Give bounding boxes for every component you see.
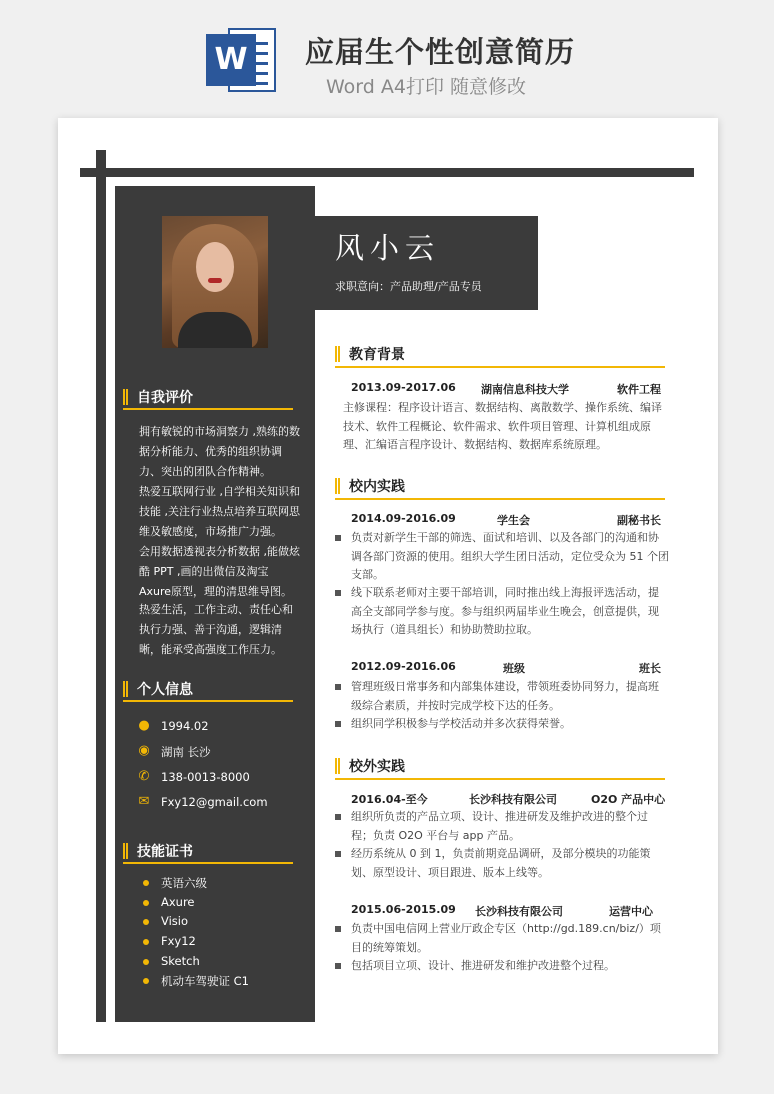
education-courses: 主修课程：程序设计语言、数据结构、离散数学、操作系统、编译技术、软件工程概论、软件需求、软件项目管理、计算机组成原理、汇编语言程序设计、数据结构、数据库系统原理。 (343, 401, 662, 451)
self-eval-paragraph: 热爱生活，工作主动、责任心和执行力强、善于沟通，逻辑清晰，能承受高强度工作压力。 (139, 603, 293, 656)
self-eval-paragraph: 会用数据透视表分析数据 ,能做炫酷 PPT ,画的出微信及淘宝 Axure原型，理的清思维导图。 (139, 545, 300, 598)
phone-icon: ✆ (138, 769, 150, 784)
sidebar: 自我评价 拥有敏锐的市场洞察力 ,熟练的数据分析能力、优秀的组织协调力、突出的团队合作精神。 热爱互联网行业 ,自学相关知识和技能 ,关注行业热点培养互联网思维及敏感度，市场推广力强。 会用数据透视表分析数据 ,能做炫酷 PPT ,画的出微信及淘宝 Axure原型，理的清思维导图。 热爱生活，工作主动、责任心和执行力强、善于沟通，逻辑清晰，能承受高强度工作压力。 个人信息 ● 1994.02 ◉ 湖南 长沙 ✆ 138-0013-8000 ✉ Fxy12@gmail.com 技能证书 英语六级 Axure Visio Fxy12 Sketch 机动车驾驶证 C1 (115, 186, 315, 1022)
heading-mark-icon (123, 843, 128, 859)
campus-row: 2012.09-2016.06 班级 班长 (351, 660, 661, 675)
page-title: 应届生个性创意简历 (305, 35, 576, 69)
page-subtitle: Word A4打印 随意修改 (326, 76, 527, 98)
external-heading (335, 754, 665, 780)
personal-info-title: 个人信息 (137, 682, 193, 698)
personal-info-heading (123, 678, 293, 702)
campus-heading (335, 474, 665, 500)
external-row: 2015.06-2015.09 长沙科技有限公司 运营中心 (351, 903, 653, 918)
self-eval-heading (123, 386, 293, 410)
heading-mark-icon (123, 681, 128, 697)
skills-heading (123, 840, 293, 864)
heading-mark-icon (123, 389, 128, 405)
campus-row: 2014.09-2016.09 学生会 副秘书长 (351, 512, 661, 527)
job-intent: 求职意向：产品助理/产品专员 (335, 280, 482, 293)
external-bullet: 包括项目立项、设计、推进研发和维护改进整个过程。 (335, 957, 669, 976)
location-pin-icon: ◉ (138, 743, 150, 758)
profile-photo (162, 216, 268, 348)
decor-bar-horizontal (80, 168, 694, 177)
self-eval-paragraph: 拥有敏锐的市场洞察力 ,熟练的数据分析能力、优秀的组织协调力、突出的团队合作精神。 (139, 425, 300, 478)
skills-title: 技能证书 (137, 844, 193, 860)
heading-mark-icon (335, 758, 340, 774)
education-title: 教育背景 (349, 347, 405, 363)
decor-bar-vertical (96, 150, 106, 1022)
education-heading (335, 342, 665, 368)
campus-bullet: 负责对新学生干部的筛选、面试和培训、以及各部门的沟通和协调各部门资源的使用。组织大学生团日活动，定位受众为 51 个团支部。 (335, 529, 669, 585)
external-bullet: 负责中国电信网上营业厅政企专区（http://gd.189.cn/biz/）项目的统筹策划。 (335, 920, 669, 957)
heading-mark-icon (335, 478, 340, 494)
heading-mark-icon (335, 346, 340, 362)
external-row: 2016.04-至今 长沙科技有限公司 O2O 产品中心 (351, 793, 666, 806)
education-row: 2013.09-2017.06 湖南信息科技大学 软件工程 (351, 381, 661, 396)
campus-title: 校内实践 (349, 479, 405, 495)
self-eval-title: 自我评价 (137, 390, 193, 406)
campus-bullet: 线下联系老师对主要干部培训，同时推出线上海报评选活动，提高全支部同学参与度。参与组织两届毕业生晚会，创意提供，现场执行（道具组长）和协助赞助拉取。 (335, 584, 669, 640)
person-icon: ● (138, 718, 150, 733)
campus-bullet: 管理班级日常事务和内部集体建设，带领班委协同努力，提高班级综合素质，并按时完成学校下达的任务。 (335, 678, 669, 715)
candidate-name: 风小云 (335, 231, 441, 265)
campus-bullet: 组织同学积极参与学校活动并多次获得荣誉。 (335, 715, 669, 734)
self-eval-paragraph: 热爱互联网行业 ,自学相关知识和技能 ,关注行业热点培养互联网思维及敏感度，市场推广力强。 (139, 485, 300, 538)
word-badge: W (206, 34, 256, 86)
name-block (315, 216, 538, 310)
external-bullet: 经历系统从 0 到 1，负责前期竞品调研，及部分模块的功能策划、原型设计、项目跟进、版本上线等。 (335, 845, 669, 882)
external-bullet: 组织所负责的产品立项、设计、推进研发及维护改进的整个过程；负责 O2O 平台与 app 产品。 (335, 808, 669, 845)
external-title: 校外实践 (349, 759, 405, 775)
resume-paper (58, 118, 718, 1054)
word-icon (206, 24, 278, 96)
mail-icon: ✉ (138, 794, 150, 809)
